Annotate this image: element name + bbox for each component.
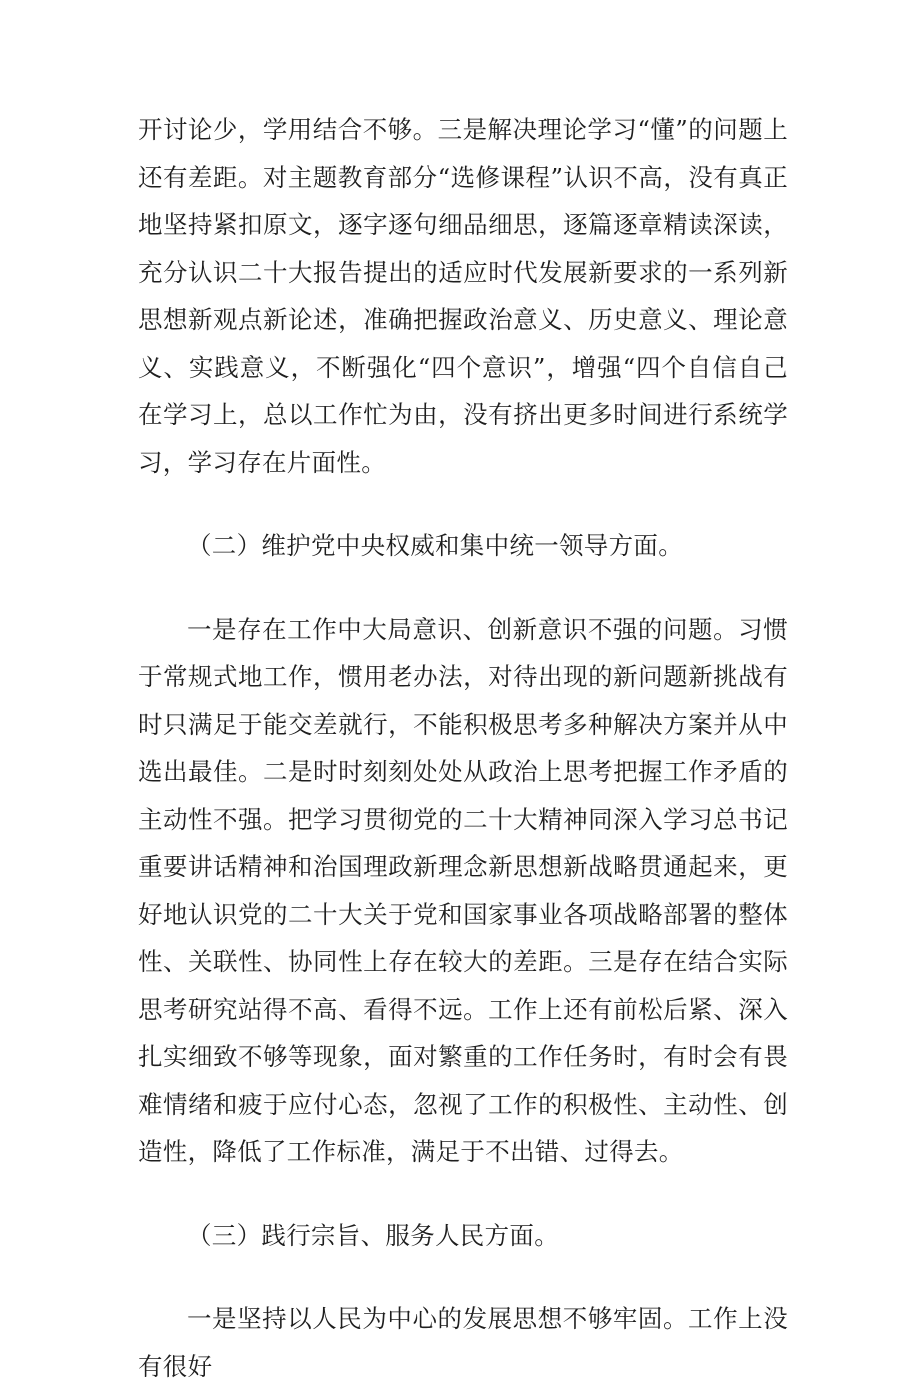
paragraph-continuation: 开讨论少，学用结合不够。三是解决理论学习“懂”的问题上还有差距。对主题教育部分“选修课程”认识不高，没有真正地坚持紧扣原文，逐字逐句细品细思，逐篇逐章精读深读，充分认识二十大报告提出的适应时代发展新要求的一系列新思想新观点新论述，准确把握政治意义、历史意义、理论意义、实践意义，不断强化“四个意识”，增强“四个自信自己在学习上，总以工作忙为由，没有挤出更多时间进行系统学习，学习存在片面性。 [138, 115, 788, 477]
document-body [138, 106, 788, 1390]
paragraph-gap [138, 1176, 788, 1212]
paragraph-gap [138, 570, 788, 606]
paragraph-gap [138, 1259, 788, 1295]
paragraph-section-3: 一是坚持以人民为中心的发展思想不够牢固。工作上没有很好 [138, 1304, 788, 1381]
paragraph-gap [138, 486, 788, 522]
section-heading-2: （二）维护党中央权威和集中统一领导方面。 [187, 531, 683, 560]
section-heading-3: （三）践行宗旨、服务人民方面。 [187, 1220, 559, 1250]
paragraph-section-2: 一是存在工作中大局意识、创新意识不强的问题。习惯于常规式地工作，惯用老办法，对待出现的新问题新挑战有时只满足于能交差就行，不能积极思考多种解决方案并从中选出最佳。二是时时刻刻处处从政治上思考把握工作矛盾的主动性不强。把学习贯彻党的二十大精神同深入学习总书记重要讲话精神和治国理政新理念新思想新战略贯通起来，更好地认识党的二十大关于党和国家事业各项战略部署的整体性、关联性、协同性上存在较大的差距。三是存在结合实际思考研究站得不高、看得不远。工作上还有前松后紧、深入扎实细致不够等现象，面对繁重的工作任务时，有时会有畏难情绪和疲于应付心态，忽视了工作的积极性、主动性、创造性，降低了工作标准，满足于不出错、过得去。 [138, 614, 788, 1166]
